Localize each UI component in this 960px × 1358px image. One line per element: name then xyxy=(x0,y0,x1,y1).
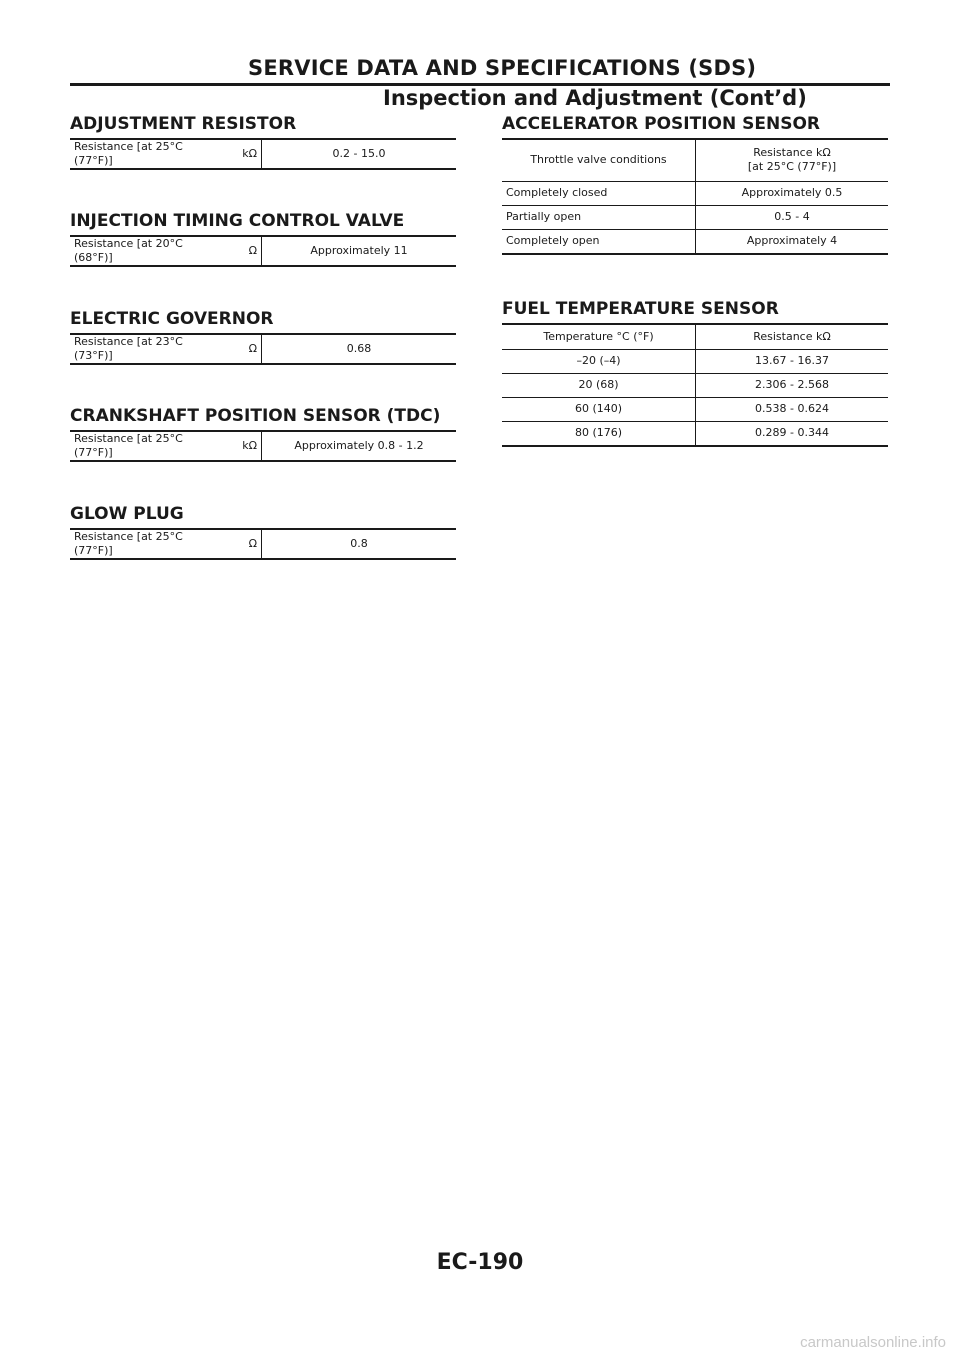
spec-label: Resistance [at 20°C (68°F)] xyxy=(74,237,183,264)
table-cell: 13.67 - 16.37 xyxy=(696,349,889,373)
header-subtitle: Inspection and Adjustment (Cont’d) xyxy=(383,86,807,110)
crankshaft-sensor-section xyxy=(70,406,456,462)
table-row xyxy=(502,181,888,205)
adjustment-resistor-section xyxy=(70,114,456,170)
section-heading: GLOW PLUG xyxy=(70,504,184,524)
spec-unit: Ω xyxy=(248,342,257,355)
table-cell: 2.306 - 2.568 xyxy=(696,373,889,397)
column-header-line: Resistance kΩ xyxy=(753,146,831,160)
spec-value: 0.8 xyxy=(262,529,457,559)
column-header: Resistance kΩ xyxy=(696,324,889,349)
table-row xyxy=(70,236,456,266)
spec-table xyxy=(70,430,456,462)
spec-table xyxy=(70,138,456,170)
spec-unit: Ω xyxy=(248,244,257,257)
electric-governor-section xyxy=(70,309,456,365)
table-row xyxy=(502,397,888,421)
table-cell: 0.538 - 0.624 xyxy=(696,397,889,421)
spec-table xyxy=(502,138,888,255)
section-heading: CRANKSHAFT POSITION SENSOR (TDC) xyxy=(70,406,441,426)
table-cell: 0.289 - 0.344 xyxy=(696,421,889,446)
table-row xyxy=(502,373,888,397)
table-row xyxy=(70,529,456,559)
accelerator-sensor-section xyxy=(502,114,888,255)
spec-label: Resistance [at 25°C (77°F)] xyxy=(74,140,183,167)
spec-label: Resistance [at 25°C (77°F)] xyxy=(74,530,183,557)
table-cell: Completely open xyxy=(502,229,696,254)
table-row xyxy=(70,139,456,169)
spec-unit: Ω xyxy=(248,537,257,550)
table-cell: 20 (68) xyxy=(502,373,696,397)
injection-timing-section xyxy=(70,211,456,267)
table-cell: Approximately 0.5 xyxy=(696,181,889,205)
table-cell: Partially open xyxy=(502,205,696,229)
table-row xyxy=(502,421,888,446)
spec-unit: kΩ xyxy=(242,439,257,452)
spec-unit: kΩ xyxy=(242,147,257,160)
spec-table xyxy=(70,528,456,560)
section-heading: INJECTION TIMING CONTROL VALVE xyxy=(70,211,405,231)
section-heading: ELECTRIC GOVERNOR xyxy=(70,309,274,329)
spec-table xyxy=(70,333,456,365)
table-cell: 0.5 - 4 xyxy=(696,205,889,229)
section-heading: FUEL TEMPERATURE SENSOR xyxy=(502,299,779,319)
table-header-row xyxy=(502,139,888,181)
table-cell: 80 (176) xyxy=(502,421,696,446)
column-header-line: [at 25°C (77°F)] xyxy=(747,160,837,174)
spec-value: 0.2 - 15.0 xyxy=(262,139,457,169)
spec-table xyxy=(502,323,888,447)
spec-value: Approximately 11 xyxy=(262,236,457,266)
table-header-row xyxy=(502,324,888,349)
table-cell: Approximately 4 xyxy=(696,229,889,254)
spec-label: Resistance [at 23°C (73°F)] xyxy=(74,335,183,362)
table-row xyxy=(70,431,456,461)
spec-value: 0.68 xyxy=(262,334,457,364)
watermark: carmanualsonline.info xyxy=(800,1334,946,1351)
spec-table xyxy=(70,235,456,267)
table-row xyxy=(70,334,456,364)
section-heading: ACCELERATOR POSITION SENSOR xyxy=(502,114,821,134)
page-number: EC-190 xyxy=(436,1250,524,1275)
table-cell: 60 (140) xyxy=(502,397,696,421)
table-cell: –20 (–4) xyxy=(502,349,696,373)
table-row xyxy=(502,205,888,229)
fuel-temp-sensor-section xyxy=(502,299,888,447)
spec-value: Approximately 0.8 - 1.2 xyxy=(262,431,457,461)
spec-label: Resistance [at 25°C (77°F)] xyxy=(74,432,183,459)
table-row xyxy=(502,229,888,254)
column-header: Throttle valve conditions xyxy=(530,153,667,167)
glow-plug-section xyxy=(70,504,456,560)
column-header: Temperature °C (°F) xyxy=(543,329,654,343)
section-heading: ADJUSTMENT RESISTOR xyxy=(70,114,297,134)
table-row xyxy=(502,349,888,373)
header-title: SERVICE DATA AND SPECIFICATIONS (SDS) xyxy=(248,56,757,80)
table-cell: Completely closed xyxy=(502,181,696,205)
column-header xyxy=(696,139,889,181)
